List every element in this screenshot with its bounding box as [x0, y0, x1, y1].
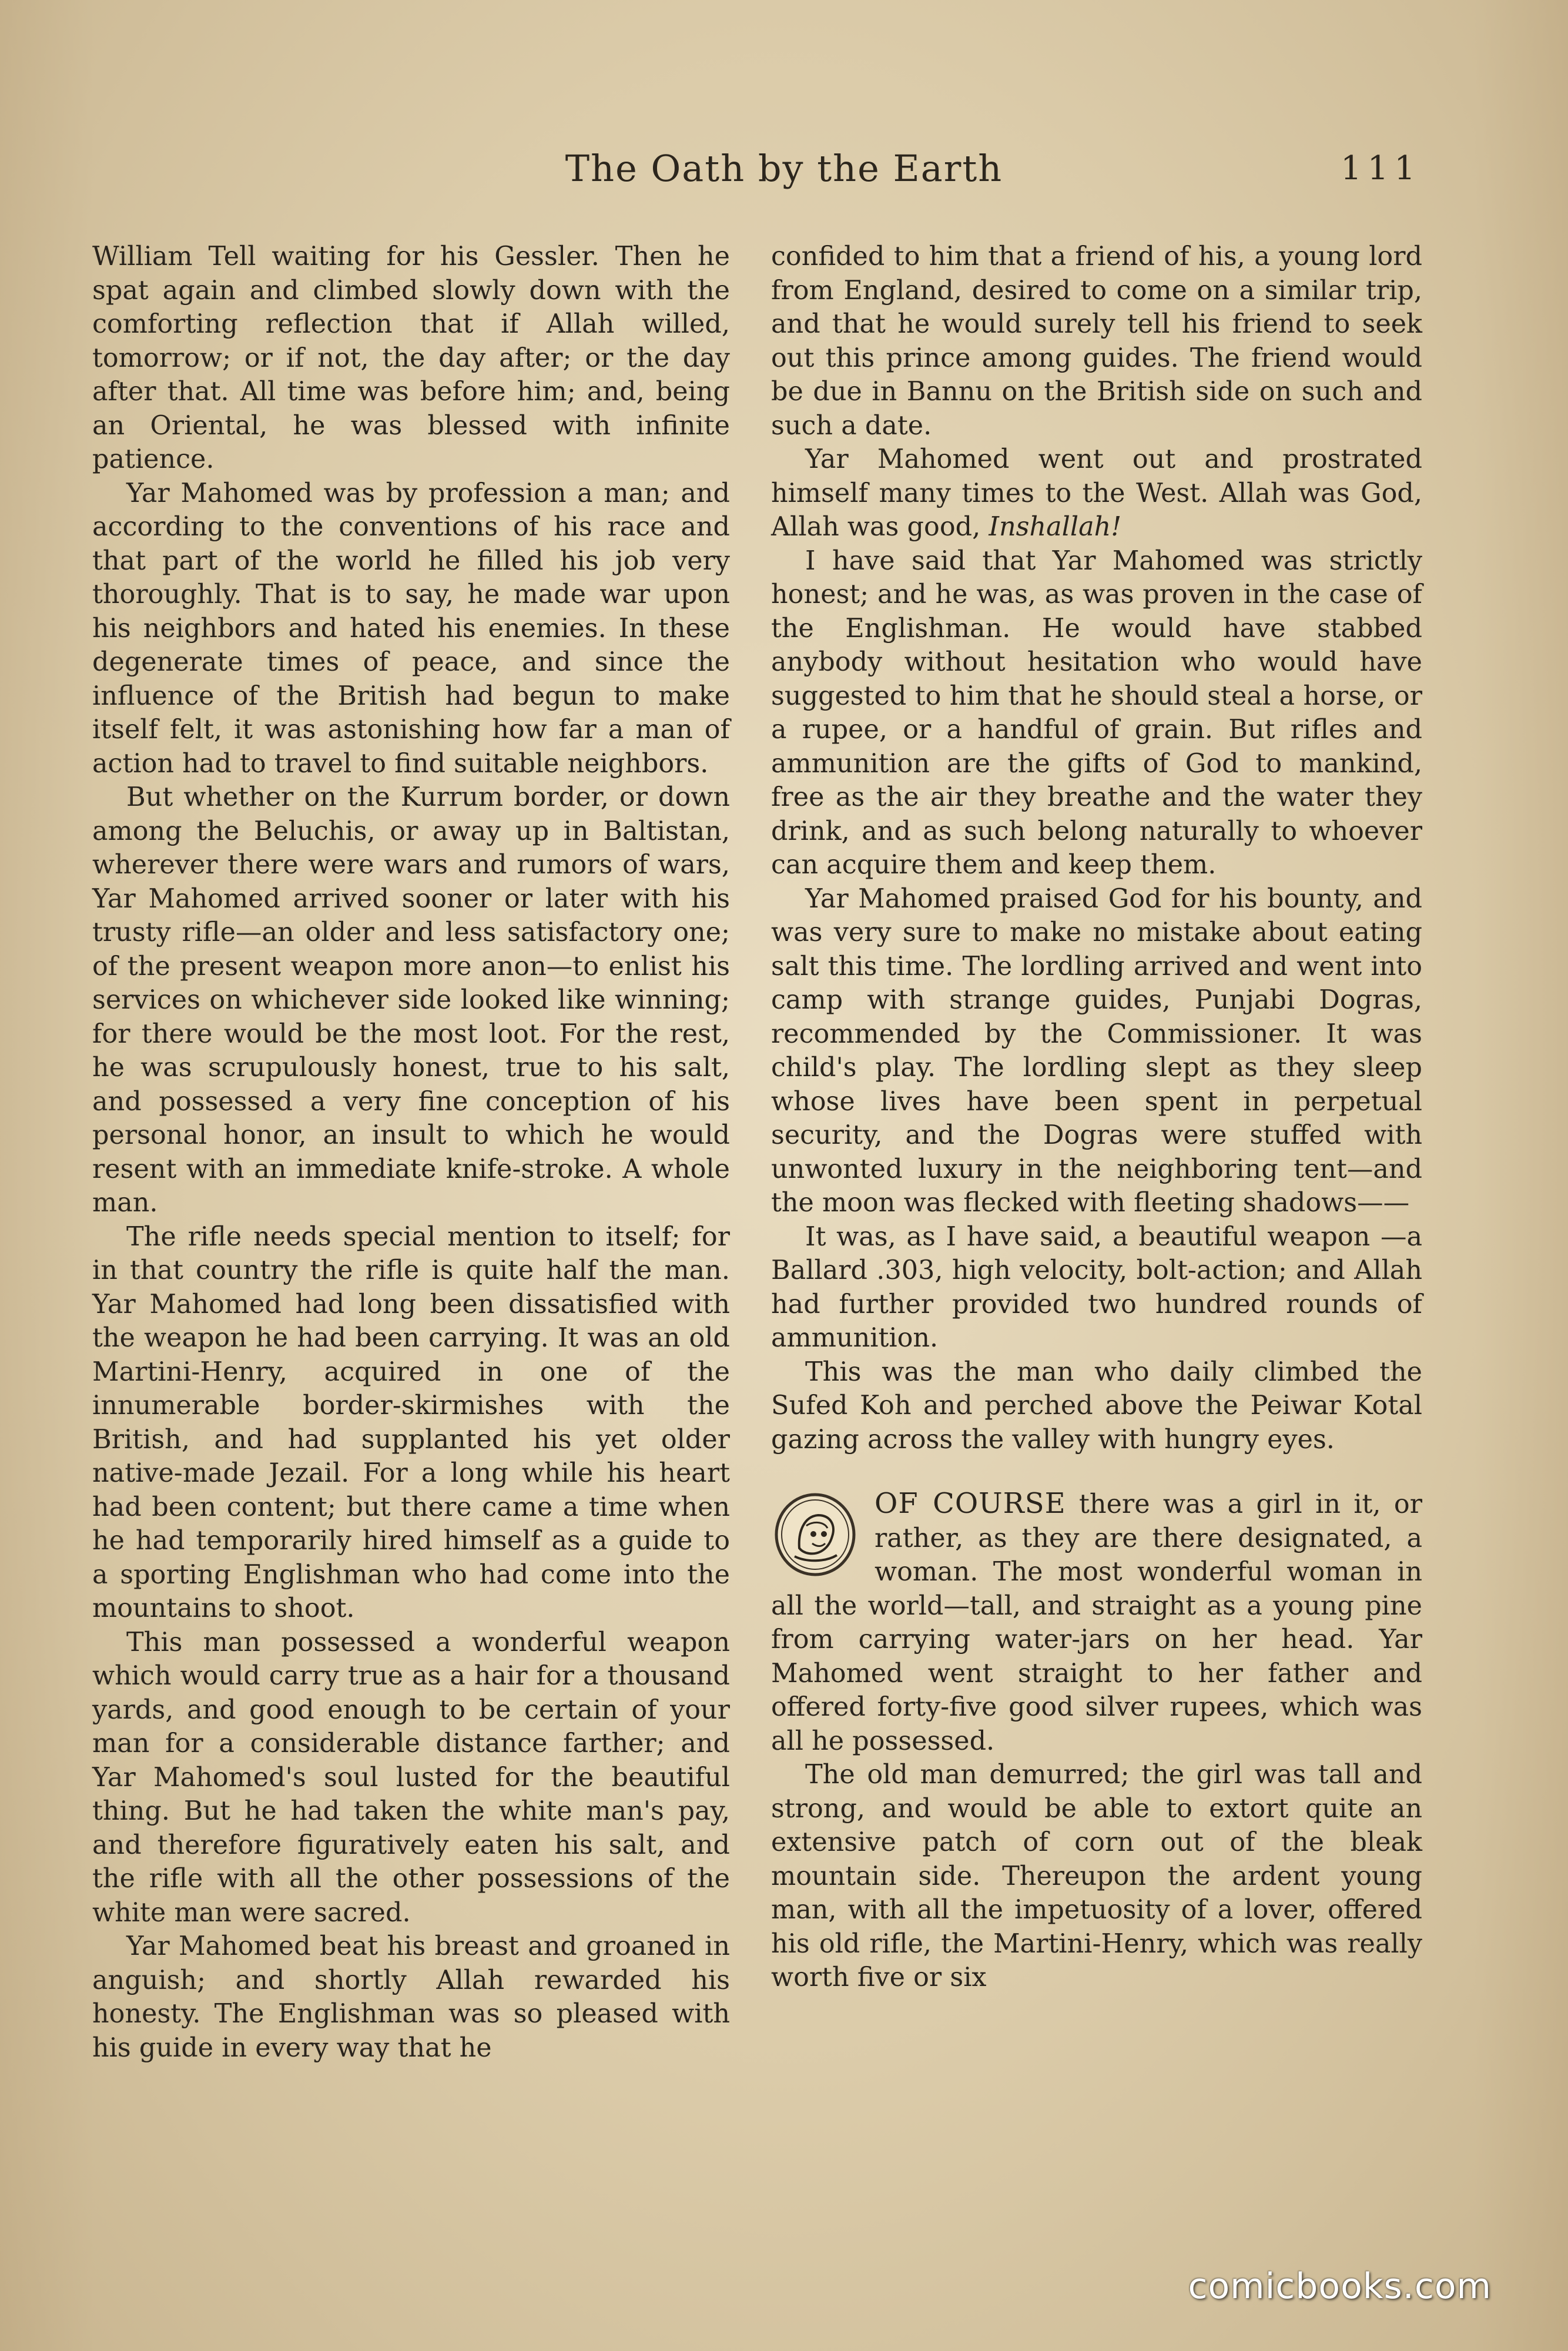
paragraph: This man possessed a wonderful weapon which would carry true as a hair for a thousand yards, and good enough to be certain of your man for a considerable distance farther; and Yar Mahomed's soul lusted for the beautiful thing. But he had taken the white man's pay, and therefore figuratively eaten his salt, and the rifle with all the other possessions of the white man were sacred.: [92, 1627, 730, 1928]
paragraph: Yar Mahomed was by profession a man; and according to the conventions of his race and that part of the world he filled his job very thoroughly. That is to say, he made war upon his neighbors and hated his enemies. In these degenerate times of peace, and since the influence of the British had begun to make itself felt, it was astonishing how far a man of action had to travel to find suitable neighbors.: [92, 478, 730, 779]
decorative-vignette-icon: [771, 1491, 859, 1579]
paragraph: The rifle needs special mention to itself; for in that country the rifle is quite half the man. Yar Mahomed had long been dissatisfied with the weapon he had been carrying. It was an old Martini-Henry, acquired in one of the innumerable border-skirmishes with the British, and had supplanted his yet older native-made Jezail. For a long while his heart had been content; but there came a time when he had temporarily hired himself as a guide to a sporting Englishman who had come into the mountains to shoot.: [92, 1221, 730, 1623]
section-break: [771, 1487, 1422, 1758]
paragraph: The old man demurred; the girl was tall and strong, and would be able to extort quite an extensive patch of corn out of the bleak mountain side. Thereupon the ardent young man, with all the impetuosity of a lover, offered his old rifle, the Martini-Henry, which was really worth five or six: [771, 1760, 1422, 1992]
page-number: 111: [1341, 149, 1421, 187]
paragraph: confided to him that a friend of his, a young lord from England, desired to come on a similar trip, and that he would surely tell his friend to seek out this prince among guides. The friend would be due in Bannu on the British side on such and such a date.: [771, 242, 1422, 441]
paragraph: This was the man who daily climbed the Sufed Koh and perched above the Peiwar Kotal gazing across the valley with hungry eyes.: [771, 1357, 1422, 1455]
watermark: comicbooks.com: [1188, 2266, 1492, 2307]
paragraph-text: Yar Mahomed went out and prostrated himself many times to the West. Allah was God, Allah was good,: [771, 444, 1422, 542]
left-column: [92, 240, 730, 2065]
paragraph: [771, 1487, 1422, 1758]
paragraph: William Tell waiting for his Gessler. Then he spat again and climbed slowly down with the comforting reflection that if Allah willed, tomorrow; or if not, the day after; or the day after that. All time was before him; and, being an Oriental, he was blessed with infinite patience.: [92, 242, 730, 474]
paragraph: [771, 443, 1422, 544]
running-title: The Oath by the Earth: [565, 147, 1003, 190]
italic-exclamation: Inshallah!: [989, 512, 1122, 542]
paragraph-text: there was a girl in it, or rather, as they are there designated, a woman. The most wonderful woman in all the world—tall, and straight as a young pine from carrying water-jars on her head. Yar Mahomed went straight to her father and offered forty-five good silver rupees, which was all he possessed.: [771, 1489, 1422, 1756]
right-column: [771, 240, 1422, 1995]
page-header: [0, 147, 1568, 200]
paragraph: But whether on the Kurrum border, or down among the Beluchis, or away up in Baltistan, wherever there were wars and rumors of wars, Yar Mahomed arrived sooner or later with his trusty rifle—an older and less satisfactory one; of the present weapon more anon—to enlist his services on whichever side looked like winning; for there would be the most loot. For the rest, he was scrupulously honest, true to his salt, and possessed a very fine conception of his personal honor, an insult to which he would resent with an immediate knife-stroke. A whole man.: [92, 782, 730, 1218]
paragraph: I have said that Yar Mahomed was strictly honest; and he was, as was proven in the case of the Englishman. He would have stabbed anybody without hesitation who would have suggested to him that he should steal a horse, or a rupee, or a handful of grain. But rifles and ammunition are the gifts of God to mankind, free as the air they breathe and the water they drink, and as such belong naturally to whoever can acquire them and keep them.: [771, 545, 1422, 880]
paragraph: Yar Mahomed praised God for his bounty, and was very sure to make no mistake about eating salt this time. The lordling arrived and went into camp with strange guides, Punjabi Dogras, recommended by the Commissioner. It was child's play. The lordling slept as they sleep whose lives have been spent in perpetual security, and the Dogras were stuffed with unwonted luxury in the neighboring tent—and the moon was flecked with fleeting shadows——: [771, 883, 1422, 1218]
section-lead: OF COURSE: [875, 1487, 1066, 1520]
paragraph: Yar Mahomed beat his breast and groaned in anguish; and shortly Allah rewarded his honesty. The Englishman was so pleased with his guide in every way that he: [92, 1931, 730, 2063]
paragraph: It was, as I have said, a beautiful weapon —a Ballard .303, high velocity, bolt-action; and Allah had further provided two hundred rounds of ammunition.: [771, 1221, 1422, 1353]
